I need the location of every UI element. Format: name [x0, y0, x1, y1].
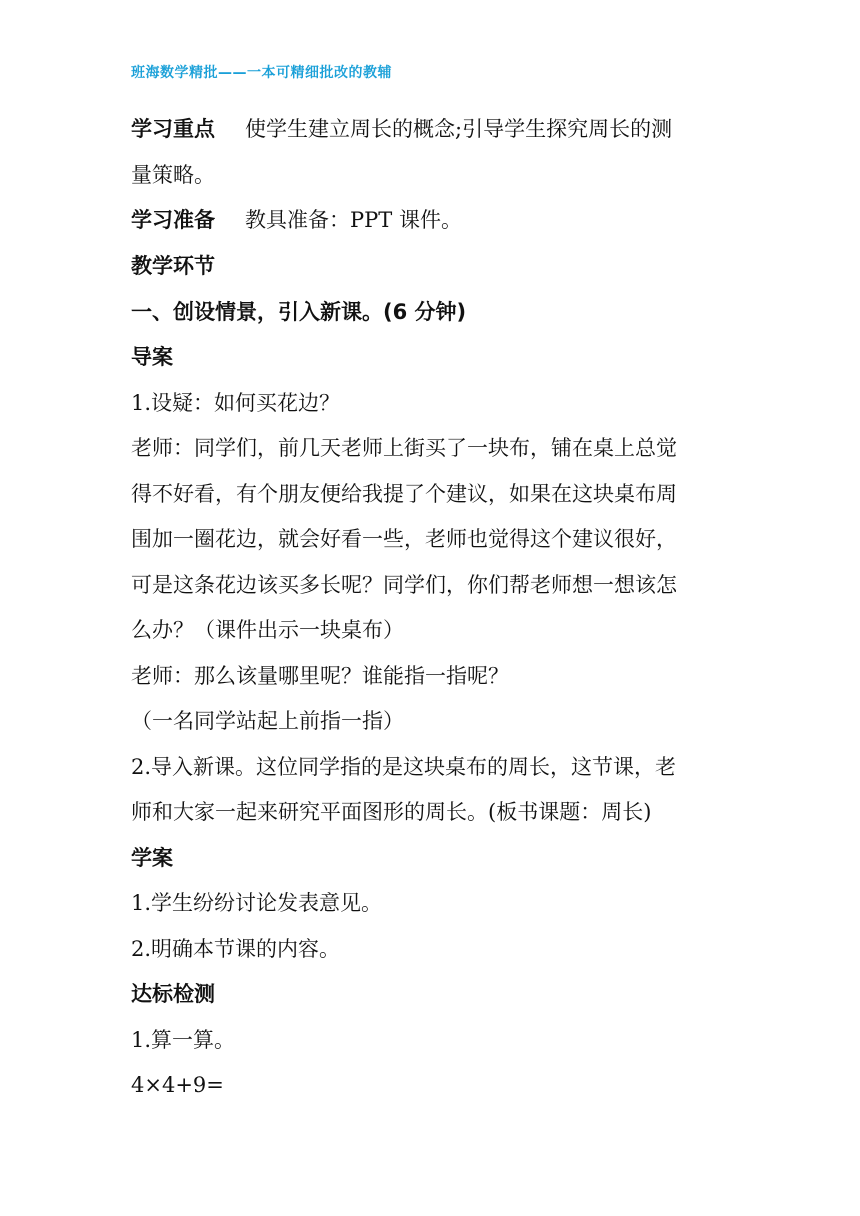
guide-line: 2.导入新课。这位同学指的是这块桌布的周长，这节课，老: [131, 755, 677, 779]
guide-line: 围加一圈花边，就会好看一些，老师也觉得这个建议很好，: [131, 527, 677, 551]
study-heading: 学案: [131, 846, 173, 870]
study-line: 2.明确本节课的内容。: [131, 937, 341, 961]
guide-line: 可是这条花边该买多长呢？同学们，你们帮老师想一想该怎: [131, 573, 677, 597]
guide-line: 1.设疑：如何买花边？: [131, 391, 341, 415]
guide-line: 老师：同学们，前几天老师上街买了一块布，铺在桌上总觉: [131, 436, 677, 460]
study-line: 1.学生纷纷讨论发表意见。: [131, 891, 383, 915]
guide-line: （一名同学站起上前指一指）: [131, 709, 404, 733]
prep-label: 学习准备: [131, 208, 215, 232]
page-header: 班海数学精批——一本可精细批改的教辅: [131, 65, 392, 81]
section-steps-heading: 教学环节: [131, 254, 215, 278]
check-heading: 达标检测: [131, 982, 215, 1006]
guide-heading: 导案: [131, 345, 173, 369]
focus-line: [131, 115, 672, 143]
guide-line: 师和大家一起来研究平面图形的周长。(板书课题：周长): [131, 800, 652, 824]
check-line: 4×4+9=: [131, 1073, 224, 1097]
focus-text: 使学生建立周长的概念;引导学生探究周长的测: [245, 117, 673, 141]
guide-line: 老师：那么该量哪里呢？谁能指一指呢？: [131, 664, 509, 688]
prep-line: [131, 206, 462, 234]
focus-label: 学习重点: [131, 117, 215, 141]
guide-line: 么办？（课件出示一块桌布）: [131, 618, 404, 642]
focus-text-cont: 量策略。: [131, 163, 215, 187]
guide-line: 得不好看，有个朋友便给我提了个建议，如果在这块桌布周: [131, 482, 677, 506]
section-one-heading: 一、创设情景，引入新课。(6 分钟): [131, 300, 467, 324]
prep-text: 教具准备：PPT 课件。: [245, 208, 462, 232]
check-line: 1.算一算。: [131, 1028, 236, 1052]
